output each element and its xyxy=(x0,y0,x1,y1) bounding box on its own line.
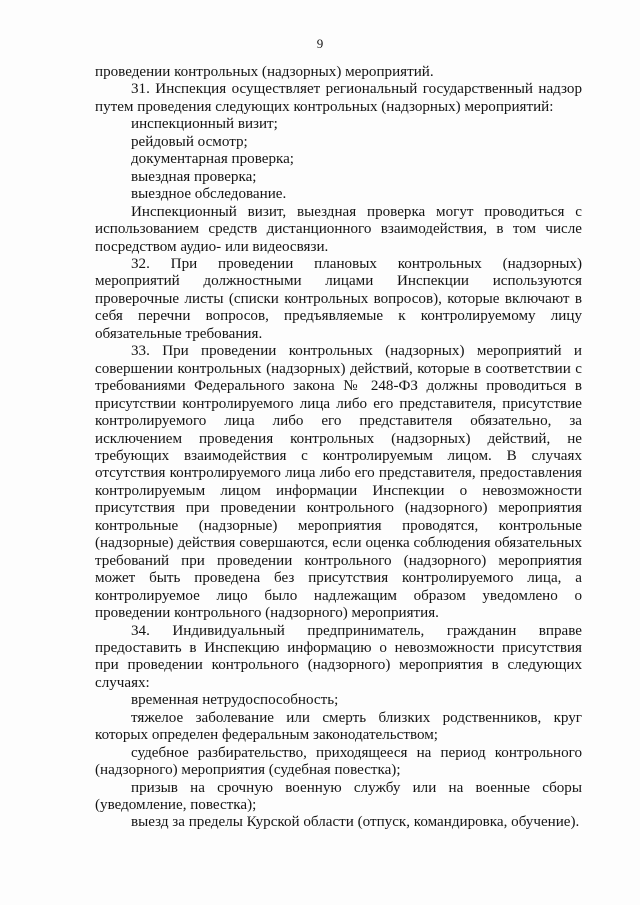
page-number: 9 xyxy=(316,36,324,51)
paragraph-6: 34. Индивидуальный предприниматель, гражданин вправе предоставить в Инспекцию информацию о невозможности присутствия при проведении контрольного (надзорного) мероприятия в следующих случаях: xyxy=(95,622,582,691)
paragraph-5: 33. При проведении контрольных (надзорных) мероприятий и совершении контрольных (надзорных) действий, которые в соответствии с требованиями Федерального закона № 248-ФЗ должны проводиться в присутствии контролируемого лица либо его представителя, присутствие контролируемого лица либо его представителя обязательно, за исключением проведения контрольных (надзорных) действий, не требующих взаимодействия с контролируемым лицом. В случаях отсутствия контролируемого лица либо его представителя, предоставления контролируемым лицом информации Инспекции о невозможности присутствия при проведении контрольного (надзорного) мероприятия контрольные (надзорные) мероприятия проводятся, контрольные (надзорные) действия совершаются, если оценка соблюдения обязательных требований при проведении контрольного (надзорного) мероприятия может быть проведена без присутствия контролируемого лица, а контролируемое лицо было надлежащим образом уведомлено о проведении контрольного (надзорного) мероприятия. xyxy=(95,343,582,622)
case-item-1: временная нетрудоспособность; xyxy=(131,692,339,709)
paragraph-4: 32. При проведении плановых контрольных (надзорных) мероприятий должностными лицами Инспекции используются проверочные листы (списки контрольных вопросов), которые включают в себя перечни вопросов, предъявляемые к контролируемому лицу обязательные требования. xyxy=(95,255,582,342)
list-item-3: документарная проверка; xyxy=(131,151,294,168)
paragraph-1: проведении контрольных (надзорных) мероприятий. xyxy=(95,64,434,80)
case-item-3: судебное разбирательство, приходящееся на период контрольного (надзорного) мероприятия (судебная повестка); xyxy=(95,744,582,779)
paragraph-3: Инспекционный визит, выездная проверка могут проводиться с использованием средств дистанционного взаимодействия, в том числе посредством аудио- или видеосвязи. xyxy=(95,203,582,255)
case-item-5: выезд за пределы Курской области (отпуск, командировка, обучение). xyxy=(131,814,580,831)
case-item-4: призыв на срочную военную службу или на военные сборы (уведомление, повестка); xyxy=(95,779,582,814)
paragraph-2: 31. Инспекция осуществляет региональный государственный надзор путем проведения следующих контрольных (надзорных) мероприятий: xyxy=(95,81,582,115)
list-item-2: рейдовый осмотр; xyxy=(131,133,248,150)
list-item-1: инспекционный визит; xyxy=(131,116,278,133)
list-item-5: выездное обследование. xyxy=(131,186,287,203)
document-body xyxy=(95,64,582,832)
list-item-4: выездная проверка; xyxy=(131,168,257,185)
case-item-2: тяжелое заболевание или смерть близких родственников, круг которых определен федеральным законодательством; xyxy=(95,709,582,744)
